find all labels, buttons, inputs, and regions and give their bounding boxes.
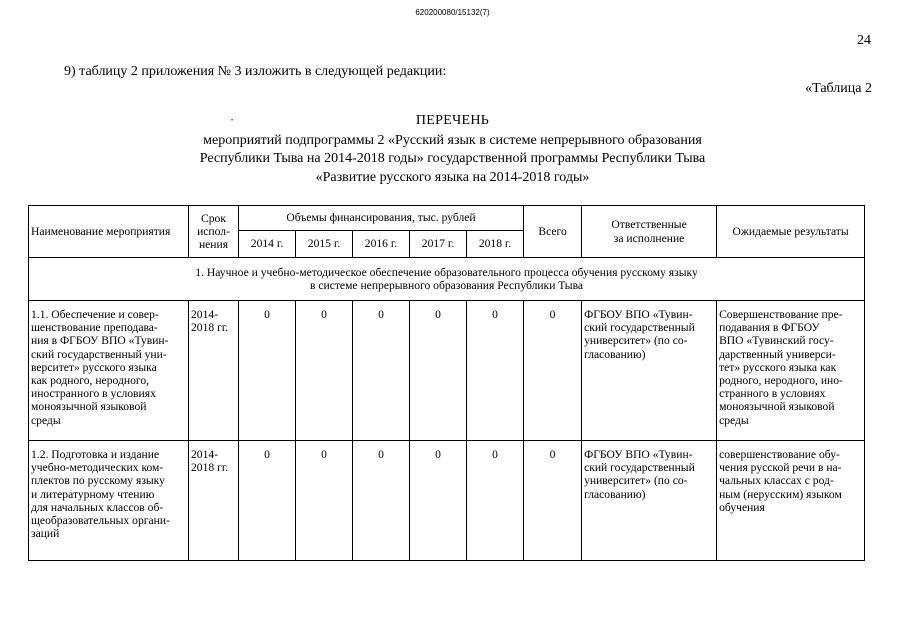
header-total: Всего	[524, 206, 582, 258]
text-line: чения русской речи в на-	[719, 461, 842, 475]
text-line: как родного, неродного,	[31, 374, 150, 388]
header-responsible-line: Ответственные	[611, 218, 687, 232]
text-line: среды	[31, 413, 61, 427]
measure-name	[29, 301, 189, 441]
value-total: 0	[524, 301, 582, 441]
expected-result	[717, 441, 865, 561]
header-year-2014: 2014 г.	[239, 231, 296, 258]
text-line: Совершенствование пре-	[719, 308, 843, 321]
text-line: верситет» русского языка	[31, 360, 157, 374]
text-line: подавания в ФГБОУ	[719, 321, 820, 335]
header-term-line: нения	[198, 238, 229, 252]
section-heading-line: в системе непрерывного образования Республики Тыва	[310, 279, 584, 292]
text-line: университет» (по со-	[584, 334, 688, 348]
expected-result	[717, 301, 865, 441]
measures-table	[28, 205, 865, 561]
header-year-2015: 2015 г.	[296, 231, 353, 258]
responsible	[582, 441, 717, 561]
text-line: 1.2. Подготовка и издание	[31, 448, 160, 461]
text-line: 2014-	[191, 308, 219, 321]
text-line: для начальных классов об-	[31, 500, 164, 514]
measure-name	[29, 441, 189, 561]
term	[189, 441, 239, 561]
header-term-line: испол-	[197, 224, 230, 238]
text-line: ский государственный уни-	[31, 347, 167, 361]
text-line: гласованию)	[584, 487, 646, 501]
text-line: щеобразовательных органи-	[31, 514, 170, 528]
text-line: ский государственный	[584, 321, 695, 335]
text-line: иностранного в условиях	[31, 387, 156, 401]
text-line: родного, неродного, ино-	[719, 374, 843, 388]
text-line: тет» русского языка как	[719, 360, 837, 374]
value-2014: 0	[239, 441, 296, 561]
text-line: среды	[719, 413, 749, 427]
text-line: ВПО «Тувинский госу-	[719, 334, 834, 348]
section-heading-line: 1. Научное и учебно-методическое обеспечение образовательного процесса обучения русскому языку	[195, 265, 698, 279]
text-line: ский государственный	[584, 461, 695, 475]
text-line: совершенствование обу-	[719, 448, 840, 461]
header-term	[189, 206, 239, 258]
section-heading	[29, 258, 865, 301]
text-line: чальных классах с род-	[719, 474, 834, 488]
text-line: и литературному чтению	[31, 487, 155, 501]
value-2017: 0	[410, 301, 467, 441]
value-2016: 0	[353, 301, 410, 441]
page-title: ПЕРЕЧЕНЬ	[415, 113, 490, 128]
text-line: странного в условиях	[719, 387, 826, 401]
text-line: обучения	[719, 500, 765, 514]
text-line: ния в ФГБОУ ВПО «Тувин-	[31, 334, 169, 348]
term	[189, 301, 239, 441]
stray-dot: •	[231, 118, 234, 124]
header-name: Наименование мероприятия	[29, 206, 189, 258]
text-line: университет» (по со-	[584, 474, 688, 488]
header-year-2017: 2017 г.	[410, 231, 467, 258]
value-2018: 0	[467, 301, 524, 441]
text-line: 2018 гг.	[191, 461, 229, 475]
instruction-text: 9) таблицу 2 приложения № 3 изложить в следующей редакции:	[64, 64, 447, 79]
header-results: Ожидаемые результаты	[717, 206, 865, 258]
text-line: 1.1. Обеспечение и совер-	[31, 308, 159, 321]
text-line: ФГБОУ ВПО «Тувин-	[584, 448, 693, 461]
value-2014: 0	[239, 301, 296, 441]
value-2018: 0	[467, 441, 524, 561]
text-line: моноязычной языковой	[31, 400, 147, 414]
subtitle-line-1: мероприятий подпрограммы 2 «Русский язык в системе непрерывного образования	[203, 133, 702, 148]
text-line: 2018 гг.	[191, 321, 229, 335]
header-year-2016: 2016 г.	[353, 231, 410, 258]
text-line: шенствование преподава-	[31, 321, 158, 335]
text-line: заций	[31, 527, 60, 541]
table-row	[29, 441, 865, 561]
text-line: гласованию)	[584, 347, 646, 361]
document-id: 620200080/15132(7)	[415, 8, 490, 17]
value-2015: 0	[296, 441, 353, 561]
text-line: 2014-	[191, 448, 219, 461]
text-line: дарственный универси-	[719, 347, 836, 361]
header-funding: Объемы финансирования, тыс. рублей	[239, 206, 524, 231]
responsible	[582, 301, 717, 441]
value-2017: 0	[410, 441, 467, 561]
text-line: плектов по русскому языку	[31, 474, 165, 488]
page-number: 24	[857, 33, 871, 48]
header-year-2018: 2018 г.	[467, 231, 524, 258]
table-row	[29, 301, 865, 441]
subtitle-line-3: «Развитие русского языка на 2014-2018 годы»	[315, 170, 590, 185]
header-term-line: Срок	[201, 211, 226, 225]
value-2015: 0	[296, 301, 353, 441]
text-line: ным (нерусским) языком	[719, 487, 842, 501]
table-label: «Таблица 2	[805, 81, 872, 96]
header-responsible-line: за исполнение	[613, 231, 685, 245]
text-line: учебно-методических ком-	[31, 461, 164, 475]
value-2016: 0	[353, 441, 410, 561]
value-total: 0	[524, 441, 582, 561]
text-line: ФГБОУ ВПО «Тувин-	[584, 308, 693, 321]
subtitle-line-2: Республики Тыва на 2014-2018 годы» государственной программы Республики Тыва	[199, 151, 706, 166]
text-line: моноязычной языковой	[719, 400, 835, 414]
header-responsible	[582, 206, 717, 258]
